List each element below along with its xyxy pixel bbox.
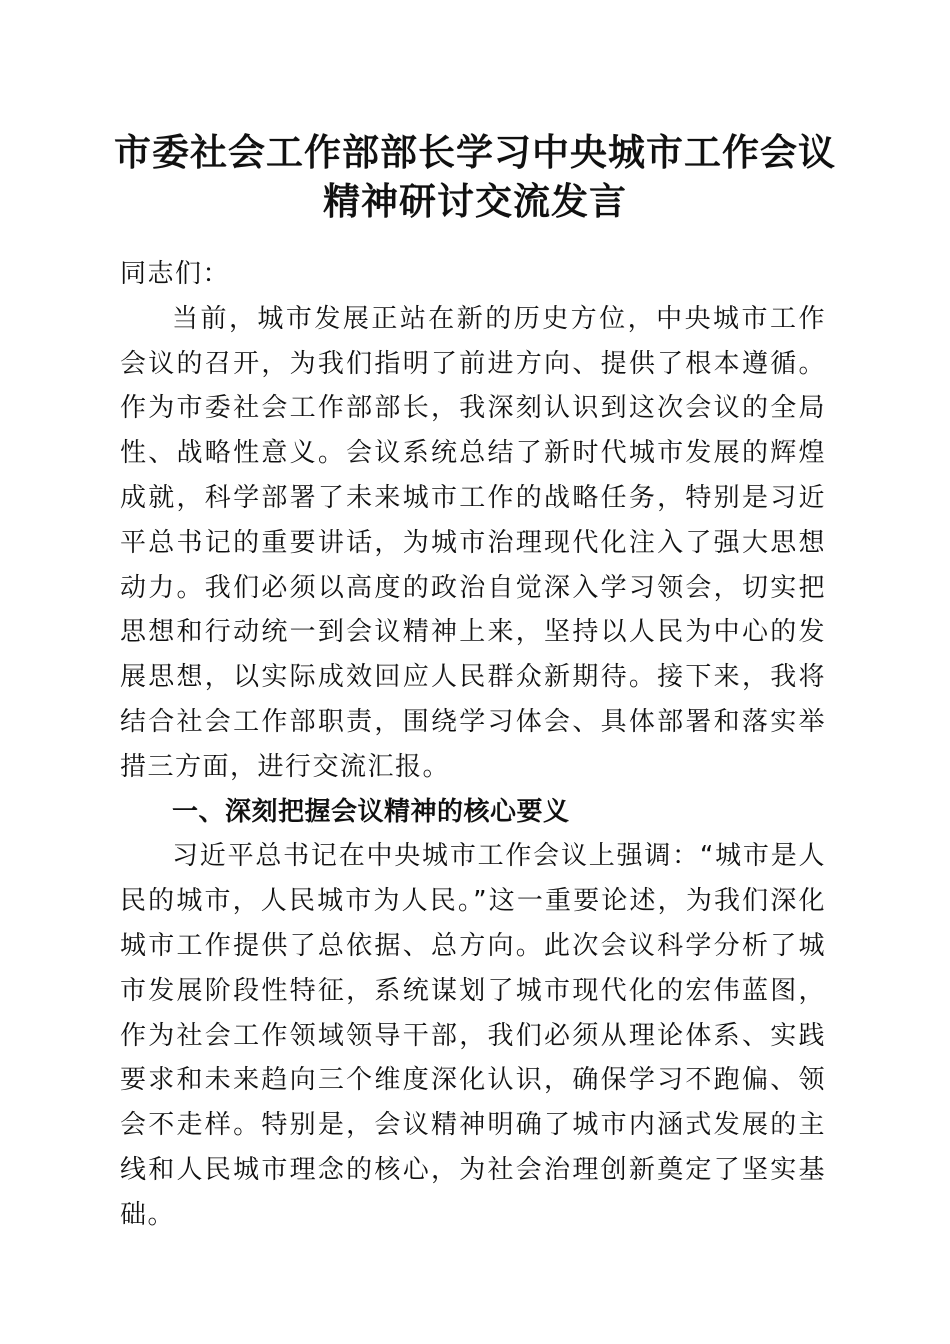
section-heading: 一、深刻把握会议精神的核心要义 bbox=[172, 796, 570, 827]
document-body bbox=[120, 252, 826, 1238]
intro-paragraph: 当前，城市发展正站在新的历史方位，中央城市工作会议的召开，为我们指明了前进方向、提供了根本遵循。作为市委社会工作部部长，我深刻认识到这次会议的全局性、战略性意义。会议系统总结了新时代城市发展的辉煌成就，科学部署了未来城市工作的战略任务，特别是习近平总书记的重要讲话，为城市治理现代化注入了强大思想动力。我们必须以高度的政治自觉深入学习领会，切实把思想和行动统一到会议精神上来，坚持以人民为中心的发展思想，以实际成效回应人民群众新期待。接下来，我将结合社会工作部职责，围绕学习体会、具体部署和落实举措三方面，进行交流汇报。 bbox=[120, 303, 826, 782]
document-title: 市委社会工作部部长学习中央城市工作会议精神研讨交流发言 bbox=[114, 130, 836, 223]
salutation: 同志们： bbox=[120, 259, 231, 289]
section-paragraph: 习近平总书记在中央城市工作会议上强调：“城市是人民的城市，人民城市为人民。”这一重要论述，为我们深化城市工作提供了总依据、总方向。此次会议科学分析了城市发展阶段性特征，系统谋划了城市现代化的宏伟蓝图，作为社会工作领域领导干部，我们必须从理论体系、实践要求和未来趋向三个维度深化认识，确保学习不跑偏、领会不走样。特别是，会议精神明确了城市内涵式发展的主线和人民城市理念的核心，为社会治理创新奠定了坚实基础。 bbox=[120, 841, 826, 1230]
